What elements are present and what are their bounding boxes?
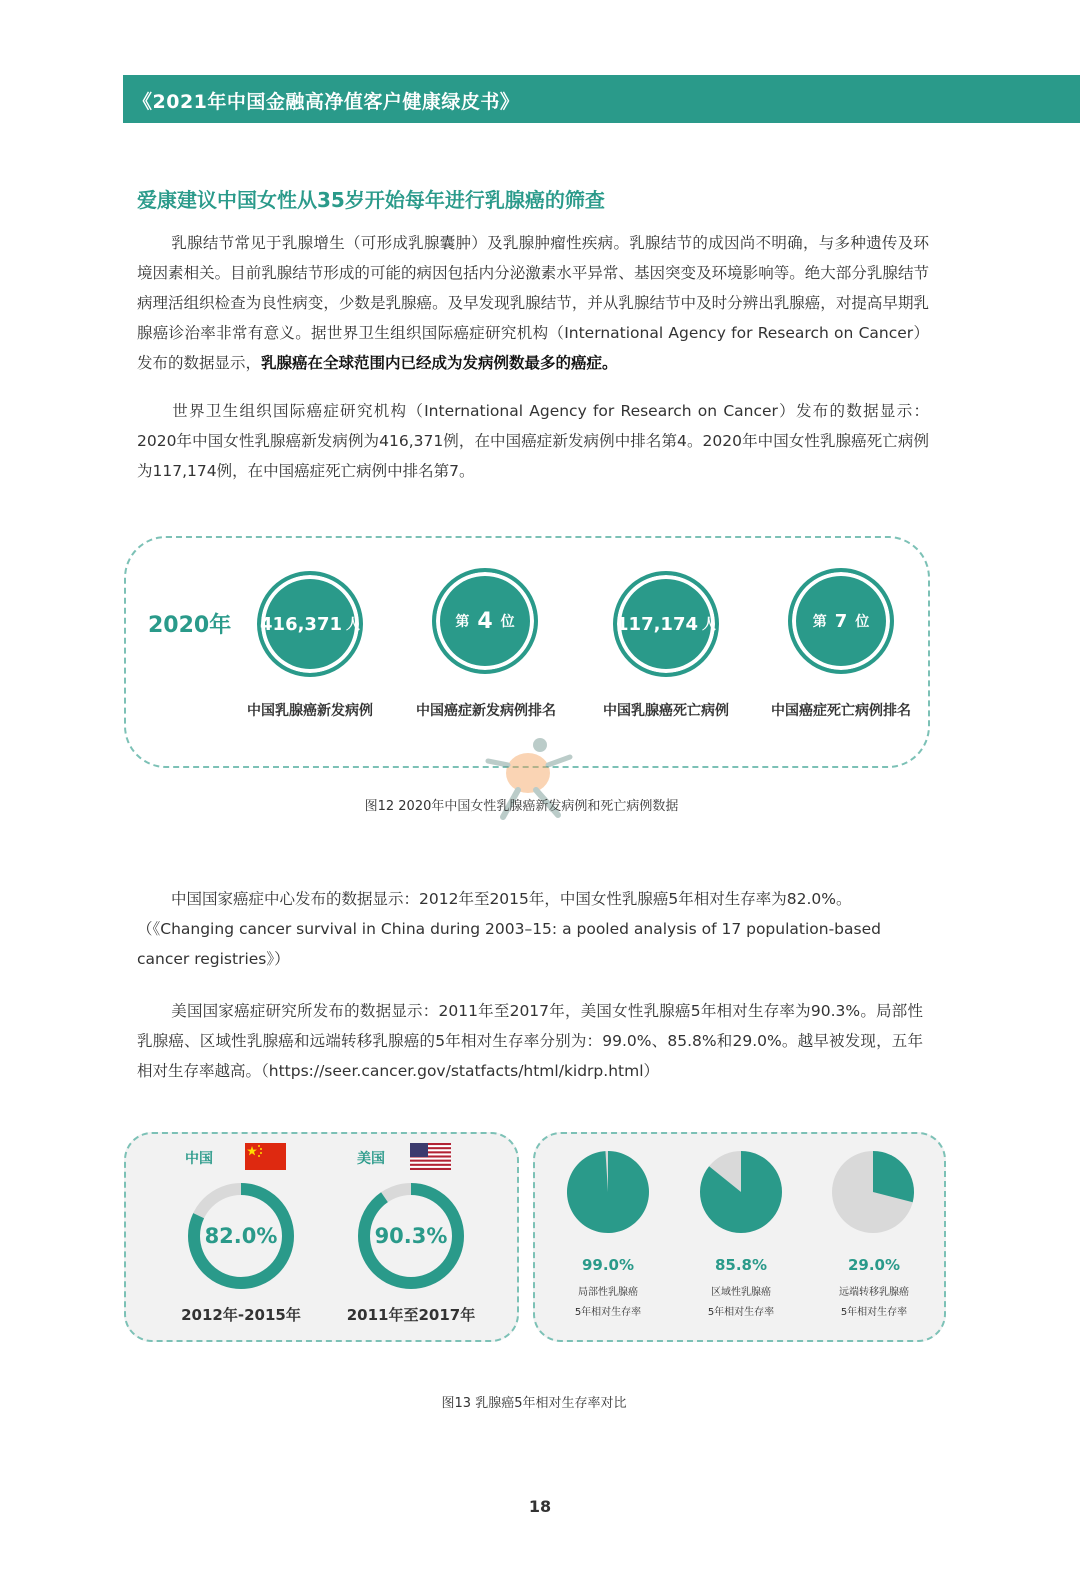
stat-unit: 位 [500, 614, 515, 630]
pie-label-local: 局部性乳腺癌 [578, 1287, 638, 1298]
pie-sub-regional: 5年相对生存率 [707, 1307, 775, 1318]
header-title: 《2021年中国金融高净值客户健康绿皮书》 [133, 91, 520, 113]
figure-13-caption: 图13 乳腺癌5年相对生存率对比 [441, 1396, 627, 1411]
china-flag-icon [245, 1143, 286, 1170]
paragraph-2 [137, 396, 929, 486]
donut-period-china: 2012年-2015年 [181, 1306, 301, 1324]
country-label-us: 美国 [357, 1151, 385, 1167]
stat-label: 中国癌症新发病例排名 [416, 703, 556, 719]
flag-stripe [410, 1164, 451, 1166]
donut-period-us: 2011年至2017年 [346, 1306, 476, 1324]
donut-china [185, 1180, 297, 1292]
us-flag-icon [410, 1143, 451, 1170]
paragraph-4 [137, 996, 923, 1086]
pie-value-local: 99.0% [581, 1256, 635, 1274]
pie-value-distant: 29.0% [847, 1256, 901, 1274]
paragraph-3-text: 中国国家癌症中心发布的数据显示：2012年至2015年，中国女性乳腺癌5年相对生存率为82.0%。（《Changing cancer survival in China during 2003–15: a pooled analysis of 17 population-based cancer registries》） [137, 890, 881, 968]
paragraph-1 [137, 228, 929, 378]
stat-circle-deaths [613, 571, 719, 677]
pie-local [566, 1150, 650, 1234]
donut-value-us: 90.3% [374, 1224, 448, 1248]
stat-value: 117,174 [616, 613, 698, 635]
pie-label-regional: 区域性乳腺癌 [711, 1287, 771, 1298]
donut-value-china: 82.0% [204, 1224, 278, 1248]
pie-distant [831, 1150, 915, 1234]
pie-sub-distant: 5年相对生存率 [840, 1307, 908, 1318]
stat-value: 7 [834, 610, 848, 632]
stat-label: 中国癌症死亡病例排名 [771, 703, 911, 719]
stat-value: 416,371 [260, 613, 342, 635]
stat-unit: 位 [855, 614, 870, 630]
paragraph-1-bold: 乳腺癌在全球范围内已经成为发病例数最多的癌症。 [261, 354, 618, 372]
figure-12-caption: 图12 2020年中国女性乳腺癌新发病例和死亡病例数据 [364, 799, 679, 814]
stat-circle-new-cases [257, 571, 363, 677]
section-title: 爱康建议中国女性从35岁开始每年进行乳腺癌的筛查 [137, 188, 605, 212]
stat-circle-new-rank [432, 568, 538, 674]
page-number: 18 [528, 1497, 552, 1516]
stat-prefix: 第 [812, 614, 827, 630]
header-bar [123, 75, 1080, 123]
stat-unit: 人 [702, 617, 716, 633]
donut-us [355, 1180, 467, 1292]
stat-label: 中国乳腺癌死亡病例 [603, 703, 729, 719]
stat-circle-death-rank [788, 568, 894, 674]
pie-value-regional: 85.8% [714, 1256, 768, 1274]
flag-stripe [410, 1168, 451, 1170]
paragraph-4-text: 美国国家癌症研究所发布的数据显示：2011年至2017年，美国女性乳腺癌5年相对生存率为90.3%。局部性乳腺癌、区域性乳腺癌和远端转移乳腺癌的5年相对生存率分别为：99.0%、85.8%和29.0%。越早被发现，五年相对生存率越高。（https://seer.cancer.gov/statfacts/html/kidrp.html） [137, 1002, 923, 1080]
paragraph-2-text: 世界卫生组织国际癌症研究机构（International Agency for Research on Cancer）发布的数据显示：2020年中国女性乳腺癌新发病例为416,371例，在中国癌症新发病例中排名第4。2020年中国女性乳腺癌死亡病例为117,174例，在中国癌症死亡病例中排名第7。 [137, 402, 929, 480]
pie-regional [699, 1150, 783, 1234]
stat-value: 4 [477, 608, 493, 634]
flag-stripe [410, 1160, 451, 1162]
stat-label: 中国乳腺癌新发病例 [247, 703, 373, 719]
paragraph-1-text: 乳腺结节常见于乳腺增生（可形成乳腺囊肿）及乳腺肿瘤性疾病。乳腺结节的成因尚不明确，与多种遗传及环境因素相关。目前乳腺结节形成的可能的病因包括内分泌激素水平异常、基因突变及环境影响等。绝大部分乳腺结节病理活组织检查为良性病变，少数是乳腺癌。及早发现乳腺结节，并从乳腺结节中及时分辨出乳腺癌，对提高早期乳腺癌诊治率非常有意义。据世界卫生组织国际癌症研究机构（International Agency for Research on Cancer）发布的数据显示， [137, 234, 929, 372]
stats-year: 2020年 [148, 613, 232, 638]
pie-sub-local: 5年相对生存率 [574, 1307, 642, 1318]
stat-unit: 人 [346, 617, 360, 633]
country-label-china: 中国 [185, 1151, 213, 1167]
pie-label-distant: 远端转移乳腺癌 [839, 1287, 909, 1298]
paragraph-3 [137, 884, 917, 974]
stat-prefix: 第 [455, 614, 470, 630]
